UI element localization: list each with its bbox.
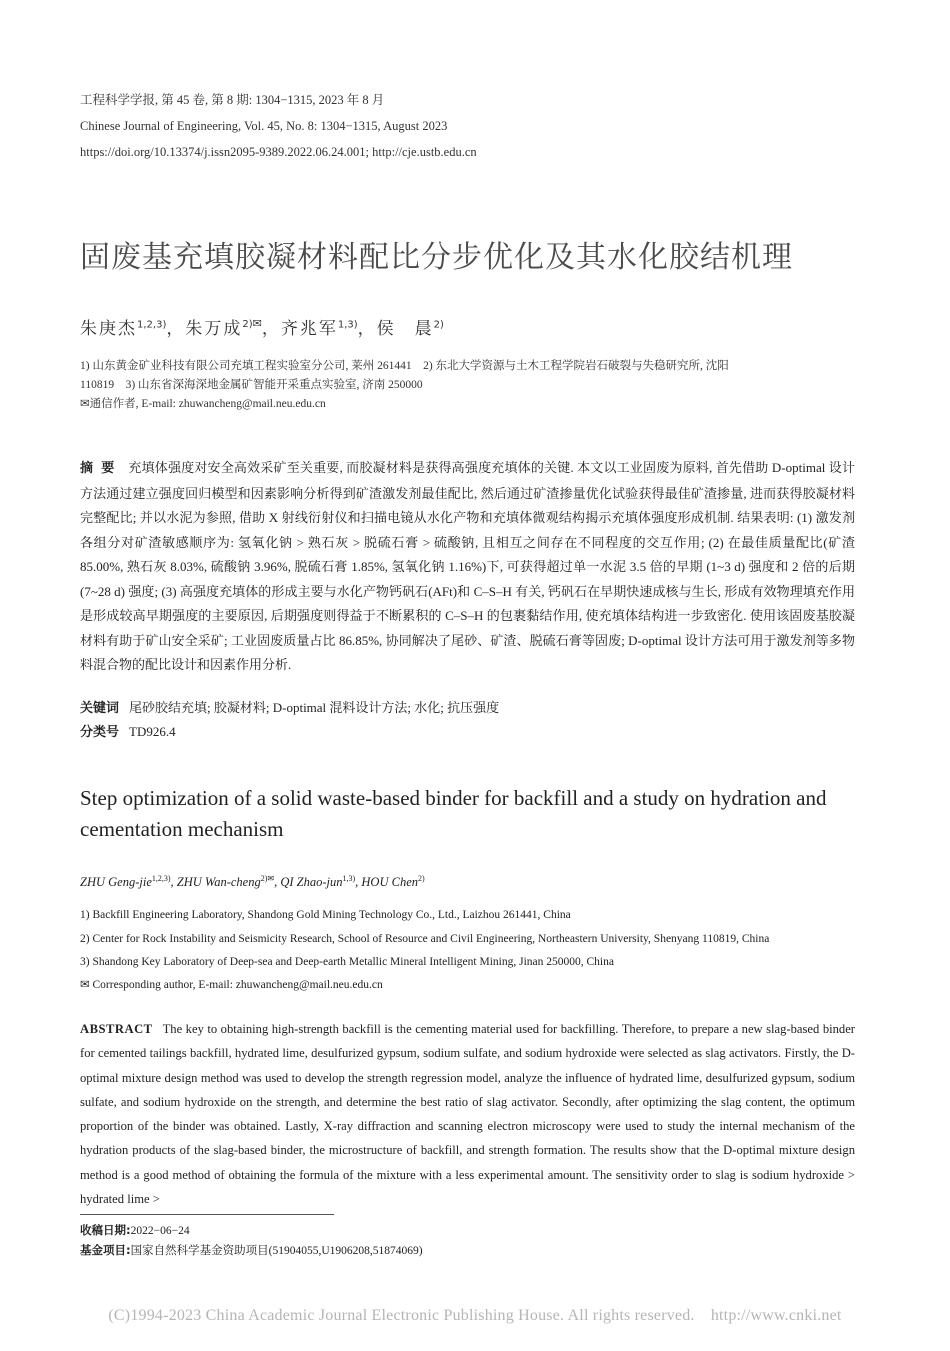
- keywords-label: 关键词: [80, 701, 120, 716]
- author-sup: 2)✉: [260, 874, 275, 883]
- author-separator: ，: [261, 319, 281, 339]
- paper-title-en: Step optimization of a solid waste-based binder for backfill and a study on hydration and cementation mechanism: [80, 786, 827, 841]
- doi-line[interactable]: https://doi.org/10.13374/j.issn2095-9389.2022.06.24.001; http://cje.ustb.edu.cn: [80, 145, 477, 159]
- abstract-text-cn: 充填体强度对安全高效采矿至关重要, 而胶凝材料是获得高强度充填体的关键. 本文以工业固废为原料, 首先借助 D-optimal 设计方法通过建立强度回归模型和因素影响分析得到矿渣激发剂最佳配比, 然后通过矿渣掺量优化试验获得最佳矿渣掺量, 进而获得胶凝材料完整配比; 并以水泥为参照, 借助 X 射线衍射仪和扫描电镜从水化产物和充填体微观结构揭示充填体强度形成机制. 结果表明: (1) 激发剂各组分对矿渣敏感顺序为: 氢氧化钠 > 熟石灰 > 脱硫石膏 > 硫酸钠, 且相互之间存在不同程度的交互作用; (2) 在最佳质量配比(矿渣 85.00%, 熟石灰 8.03%, 硫酸钠 3.96%, 脱硫石膏 1.85%, 氢氧化钠 1.16%)下, 可获得超过单一水泥 3.5 倍的早期 (1~3 d) 强度和 2 倍的后期 (7~28 d) 强度; (3) 高强度充填体的形成主要与水化产物钙矾石(AFt)和 C–S–H 有关, 钙矾石在早期快速成核与生长, 形成有效物理填充作用是形成较高早期强度的主要原因, 后期强度则得益于不断累积的 C–S–H 的包裹黏结作用, 使充填体结构进一步致密化. 使用该固废基胶凝材料有助于矿山安全采矿; 工业固废质量占比 86.85%, 协同解决了尾砂、矿渣、脱硫石膏等固废; D-optimal 设计方法可用于激发剂等多物料混合物的配比设计和因素作用分析.: [80, 460, 855, 672]
- abstract-label-en: ABSTRACT: [80, 1022, 153, 1036]
- classification: [80, 722, 176, 743]
- author-name: HOU Chen: [361, 875, 418, 890]
- author-separator: ,: [274, 875, 281, 890]
- keywords-text: 尾砂胶结充填; 胶凝材料; D-optimal 混料设计方法; 水化; 抗压强度: [129, 700, 500, 715]
- author-name: 齐兆军: [280, 319, 338, 339]
- author-sup: 1,2,3): [137, 319, 167, 331]
- affiliation-line: 110819 3) 山东省深海深地金属矿智能开采重点实验室, 济南 250000: [80, 379, 423, 391]
- abstract-cn: [80, 456, 855, 678]
- author-name: 侯 晨: [376, 319, 434, 339]
- author-name: ZHU Geng-jie: [80, 875, 152, 890]
- affiliations-cn: [80, 357, 870, 414]
- abstract-label-cn: 摘要: [80, 461, 123, 476]
- paper-title-cn: 固废基充填胶凝材料配比分步优化及其水化胶结机理: [80, 240, 793, 275]
- corresponding-author-en: ✉ Corresponding author, E-mail: zhuwancheng@mail.neu.edu.cn: [80, 979, 383, 991]
- abstract-en: [80, 1017, 855, 1211]
- affiliation-en-2: 2) Center for Rock Instability and Seismicity Research, School of Resource and Civil Engineering, Northeastern University, Shenyang 110819, China: [80, 933, 770, 945]
- journal-header-en: Chinese Journal of Engineering, Vol. 45, No. 8: 1304−1315, August 2023: [80, 119, 448, 133]
- envelope-icon: ✉: [80, 979, 90, 991]
- author-sup: 2): [433, 319, 444, 331]
- fund-label: 基金项目:: [80, 1243, 131, 1257]
- author-separator: ，: [357, 319, 377, 339]
- author-name: ZHU Wan-cheng: [176, 875, 261, 890]
- author-sup: 1,3): [342, 874, 356, 883]
- author-separator: ，: [166, 319, 186, 339]
- envelope-icon: ✉: [267, 874, 275, 883]
- author-sup: 2): [418, 874, 425, 883]
- author-name: QI Zhao-jun: [280, 875, 343, 890]
- abstract-text-en: The key to obtaining high-strength backfill is the cementing material used for backfilling. Therefore, to prepare a new slag-based binder for cemented tailings backfill, hydrated lime, desulfurized gypsum, sodium sulfate, and sodium hydroxide were selected as slag activators. Firstly, the D-optimal mixture design method was used to develop the strength regression model, analyze the influence of hydrated lime, desulfurized gypsum, sodium sulfate, and sodium hydroxide on the strength, and determine the best ratio of slag activator. Secondly, after optimizing the slag content, the optimum proportion of the binder was obtained. Lastly, X-ray diffraction and scanning electron microscopy were used to study the internal mechanism of the hydration products of the slag-based binder, the microstructure of backfill, and strength formation. The results show that the D-optimal mixture design method is a good method of obtaining the formula of the mixture with a less experimental amount. The sensitivity order to slag is sodium hydroxide > hydrated lime >: [80, 1022, 855, 1207]
- authors-cn: [80, 314, 444, 339]
- classification-label: 分类号: [80, 725, 120, 740]
- author-name: 朱万成: [185, 319, 243, 339]
- author-sup: 1,3): [337, 319, 358, 331]
- received-label: 收稿日期:: [80, 1223, 131, 1237]
- author-separator: ,: [170, 875, 177, 890]
- author-separator: ,: [355, 875, 362, 890]
- received-date: 收稿日期:2022−06−24: [80, 1223, 190, 1237]
- affiliation-line: 1) 山东黄金矿业科技有限公司充填工程实验室分公司, 莱州 261441 2) 东北大学资源与土木工程学院岩石破裂与失稳研究所, 沈阳: [80, 360, 729, 372]
- cnki-copyright: (C)1994-2023 China Academic Journal Electronic Publishing House. All rights reserved. http://www.cnki.net: [108, 1307, 842, 1324]
- footnote-divider: [80, 1214, 334, 1215]
- journal-header-cn: 工程科学学报, 第 45 卷, 第 8 期: 1304−1315, 2023 年 8 月: [80, 93, 385, 107]
- affiliation-en-3: 3) Shandong Key Laboratory of Deep-sea and Deep-earth Metallic Mineral Intelligent Mining, Jinan 250000, China: [80, 956, 614, 968]
- classification-code: TD926.4: [129, 724, 176, 739]
- author-sup: 1,2,3): [151, 874, 171, 883]
- keywords-cn: [80, 698, 499, 719]
- envelope-icon: ✉: [80, 398, 90, 410]
- envelope-icon: ✉: [252, 317, 262, 331]
- author-name: 朱庚杰: [80, 319, 137, 339]
- authors-en: [80, 874, 425, 890]
- author-sup: 2)✉: [242, 317, 262, 331]
- affiliation-en-1: 1) Backfill Engineering Laboratory, Shandong Gold Mining Technology Co., Ltd., Laizhou 261441, China: [80, 909, 571, 921]
- funding-info: 基金项目:国家自然科学基金资助项目(51904055,U1906208,51874069): [80, 1243, 423, 1257]
- corresponding-author-cn: ✉通信作者, E-mail: zhuwancheng@mail.neu.edu.cn: [80, 398, 326, 410]
